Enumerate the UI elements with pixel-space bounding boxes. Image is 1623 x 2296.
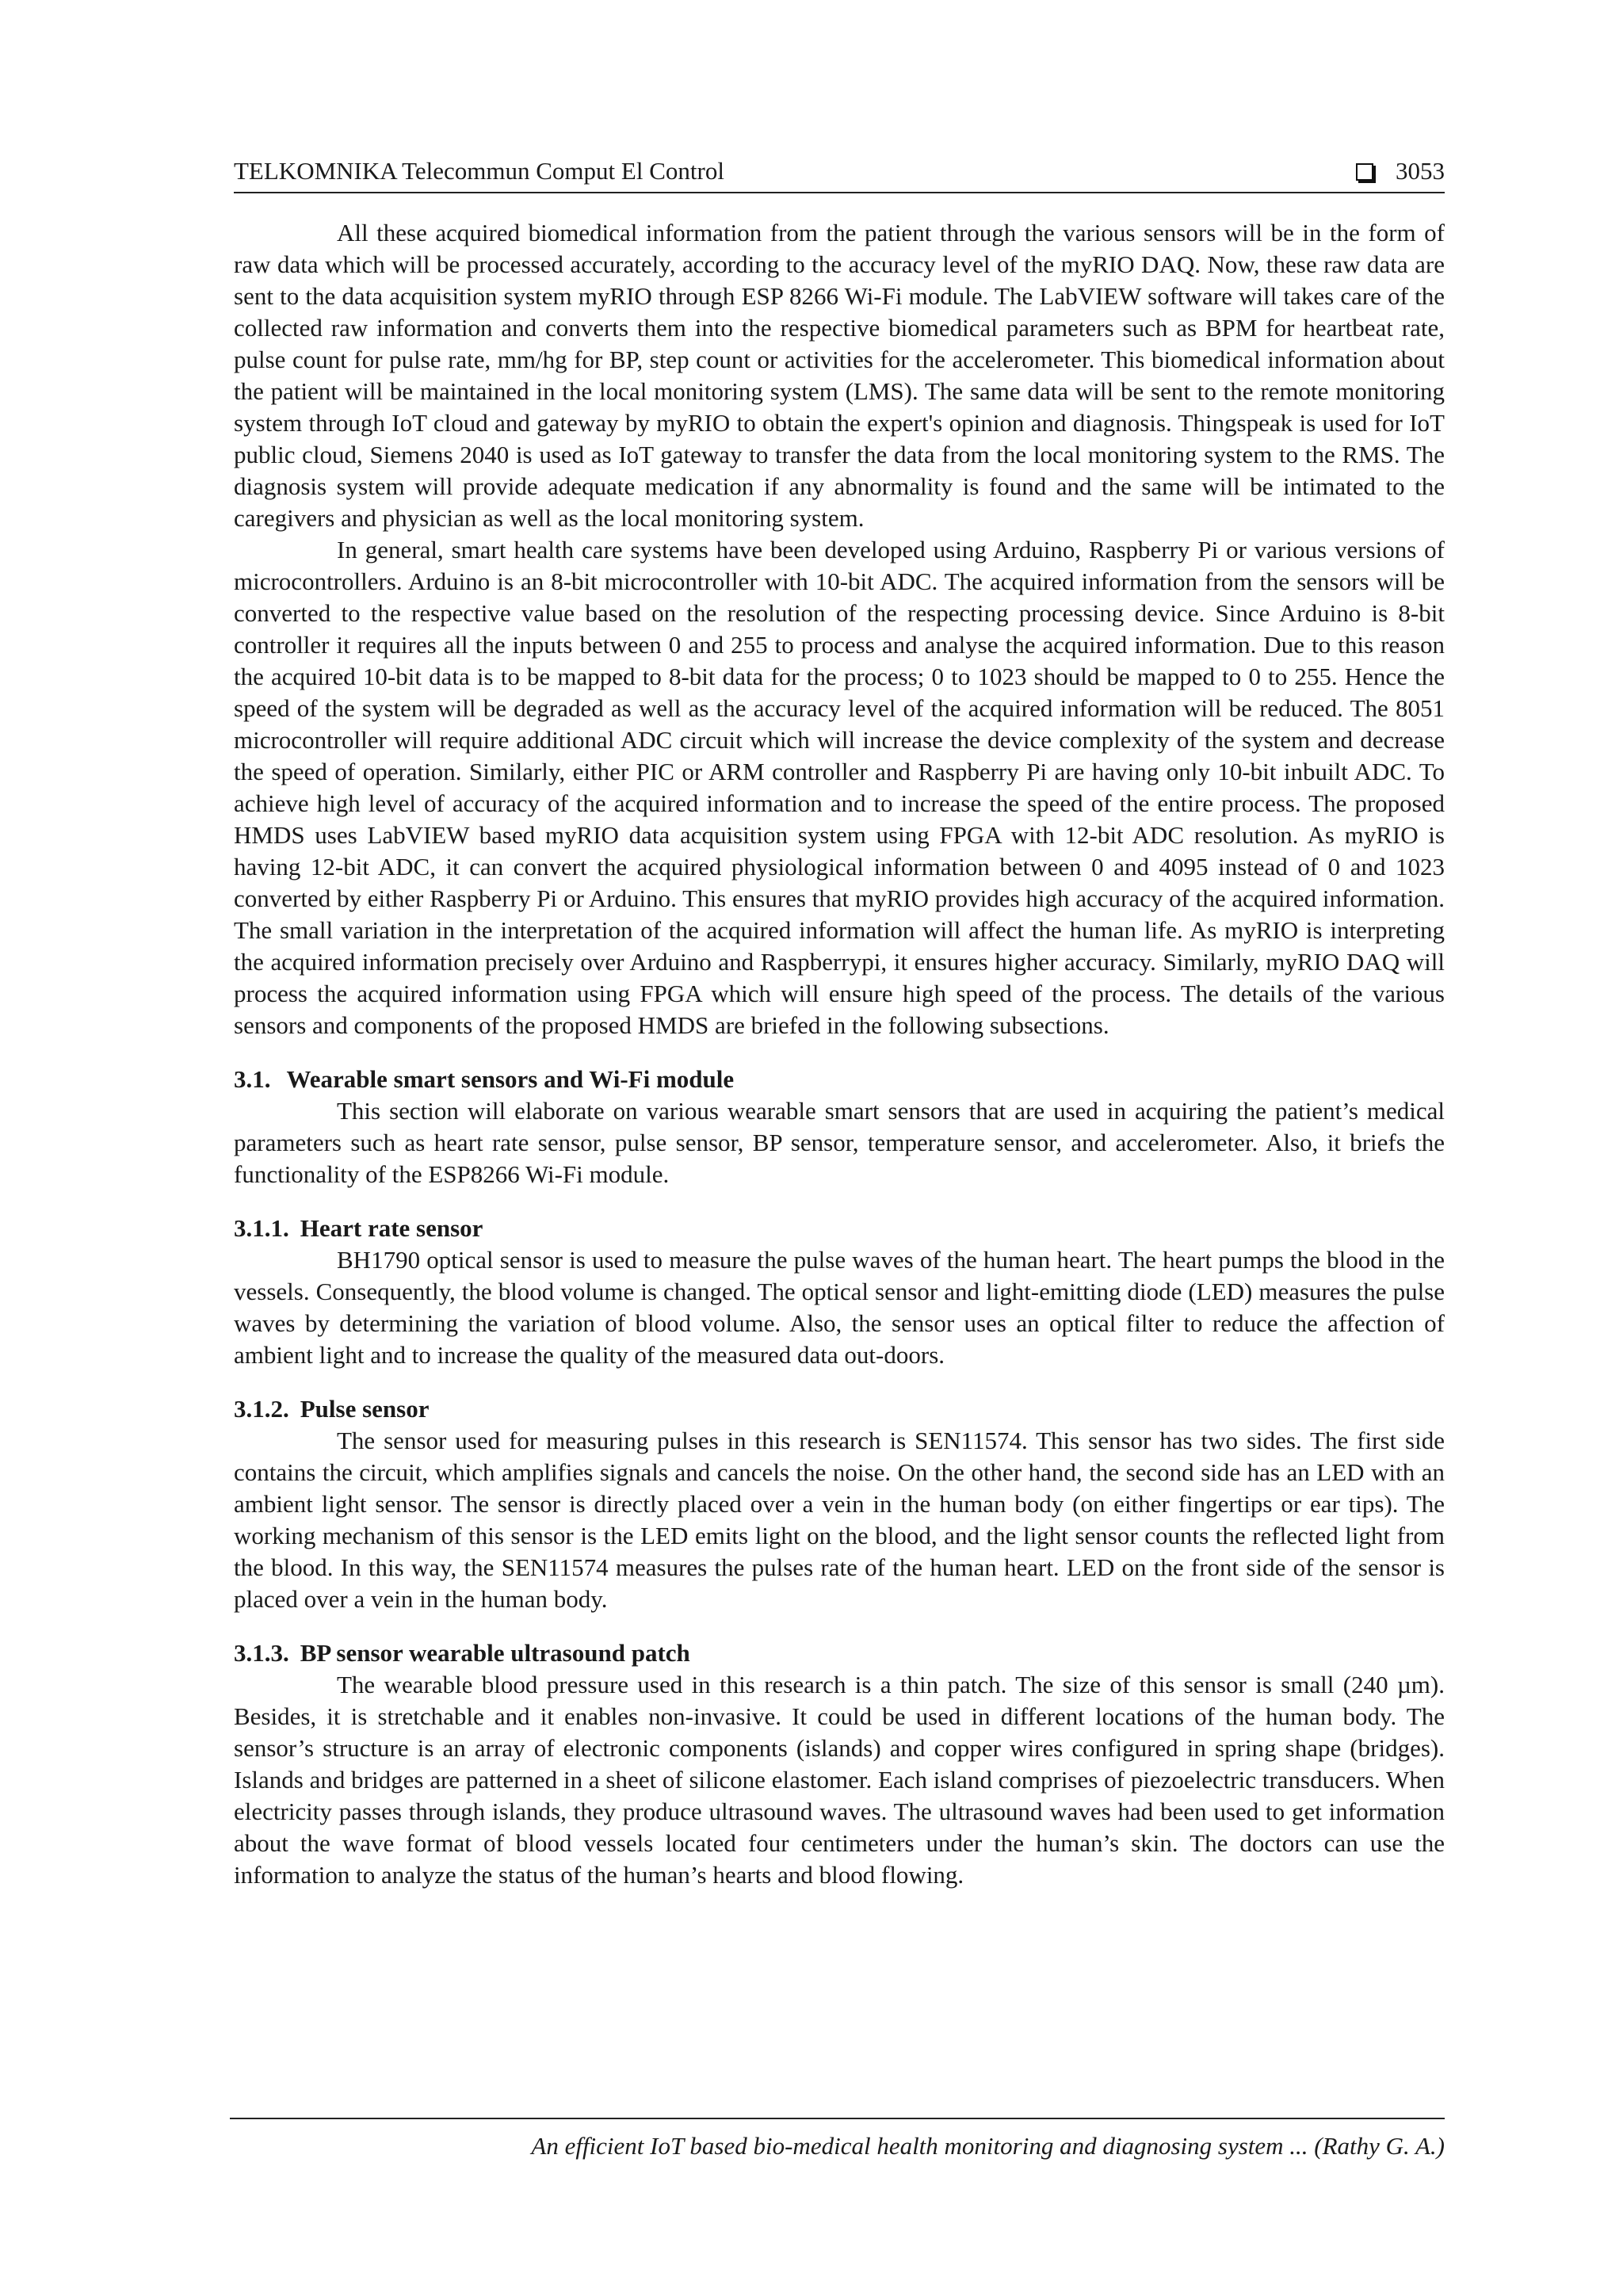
- footer-title: An efficient IoT based bio-medical health monitoring and diagnosing system ... (Rathy G. A.): [531, 2132, 1445, 2160]
- section-heading-3-1-3: [234, 1637, 1445, 1669]
- running-header: [234, 151, 1445, 193]
- square-bullet-icon: [1356, 163, 1373, 181]
- page-number: 3053: [1396, 157, 1445, 185]
- section-number: 3.1.: [234, 1065, 271, 1093]
- journal-name: TELKOMNIKA Telecommun Comput El Control: [234, 157, 724, 185]
- section-3-1-1-text: BH1790 optical sensor is used to measure the pulse waves of the human heart. The heart pumps the blood in the vessels. Consequently, the blood volume is changed. The optical sensor and light-emitting diode (LED) measures the pulse waves by determining the variation of blood volume. Also, the sensor uses an optical filter to reduce the affection of ambient light and to increase the quality of the measured data out-doors.: [234, 1246, 1445, 1369]
- section-title: Heart rate sensor: [300, 1214, 483, 1242]
- section-3-1-3-text: The wearable blood pressure used in this research is a thin patch. The size of this sensor is small (240 µm). Besides, it is stretchable and it enables non-invasive. It could be used in different locations of the human body. The sensor’s structure is an array of electronic components (islands) and copper wires configured in spring shape (bridges). Islands and bridges are patterned in a sheet of silicone elastomer. Each island comprises of piezoelectric transducers. When electricity passes through islands, they produce ultrasound waves. The ultrasound waves had been used to get information about the wave format of blood vessels located four centimeters under the human’s skin. The doctors can use the information to analyze the status of the human’s hearts and blood flowing.: [234, 1671, 1445, 1889]
- paragraph-2: In general, smart health care systems have been developed using Arduino, Raspberry Pi or various versions of microcontrollers. Arduino is an 8-bit microcontroller with 10-bit ADC. The acquired information from the sensors will be converted to the respective value based on the resolution of the respecting processing device. Since Arduino is 8-bit controller it requires all the inputs between 0 and 255 to process and analyse the acquired information. Due to this reason the acquired 10-bit data is to be mapped to 8-bit data for the process; 0 to 1023 should be mapped to 0 to 255. Hence the speed of the system will be degraded as well as the accuracy level of the acquired information will be reduced. The 8051 microcontroller will require additional ADC circuit which will increase the device complexity of the system and decrease the speed of operation. Similarly, either PIC or ARM controller and Raspberry Pi are having only 10-bit inbuilt ADC. To achieve high level of accuracy of the acquired information and to increase the speed of the entire process. The proposed HMDS uses LabVIEW based myRIO data acquisition system using FPGA with 12-bit ADC resolution. As myRIO is having 12-bit ADC, it can convert the acquired physiological information between 0 and 4095 instead of 0 and 1023 converted by either Raspberry Pi or Arduino. This ensures that myRIO provides high accuracy of the acquired information. The small variation in the interpretation of the acquired information will affect the human life. As myRIO is interpreting the acquired information precisely over Arduino and Raspberrypi, it ensures higher accuracy. Similarly, myRIO DAQ will process the acquired information using FPGA which will ensure high speed of the process. The details of the various sensors and components of the proposed HMDS are briefed in the following subsections.: [234, 536, 1445, 1039]
- section-heading-3-1-1: [234, 1213, 1445, 1244]
- section-title: BP sensor wearable ultrasound patch: [300, 1639, 690, 1667]
- running-footer: [230, 2118, 1445, 2162]
- body-text: [234, 217, 1445, 1891]
- section-number: 3.1.2.: [234, 1395, 289, 1423]
- page-number-group: [1356, 151, 1445, 192]
- section-title: Pulse sensor: [300, 1395, 430, 1423]
- section-heading-3-1: [234, 1064, 1445, 1095]
- page: [234, 151, 1445, 1891]
- section-3-1-text: This section will elaborate on various wearable smart sensors that are used in acquiring the patient’s medical parameters such as heart rate sensor, pulse sensor, BP sensor, temperature sensor, and accelerometer. Also, it briefs the functionality of the ESP8266 Wi-Fi module.: [234, 1097, 1445, 1188]
- paragraph-1: All these acquired biomedical information from the patient through the various sensors will be in the form of raw data which will be processed accurately, according to the accuracy level of the myRIO DAQ. Now, these raw data are sent to the data acquisition system myRIO through ESP 8266 Wi-Fi module. The LabVIEW software will takes care of the collected raw information and converts them into the respective biomedical parameters such as BPM for heartbeat rate, pulse count for pulse rate, mm/hg for BP, step count or activities for the accelerometer. This biomedical information about the patient will be maintained in the local monitoring system (LMS). The same data will be sent to the remote monitoring system through IoT cloud and gateway by myRIO to obtain the expert's opinion and diagnosis. Thingspeak is used for IoT public cloud, Siemens 2040 is used as IoT gateway to transfer the data from the local monitoring system to the RMS. The diagnosis system will provide adequate medication if any abnormality is found and the same will be intimated to the caregivers and physician as well as the local monitoring system.: [234, 219, 1445, 532]
- section-number: 3.1.1.: [234, 1214, 289, 1242]
- section-3-1-2-text: The sensor used for measuring pulses in this research is SEN11574. This sensor has two sides. The first side contains the circuit, which amplifies signals and cancels the noise. On the other hand, the second side has an LED with an ambient light sensor. The sensor is directly placed over a vein in the human body (on either fingertips or ear tips). The working mechanism of this sensor is the LED emits light on the blood, and the light sensor counts the reflected light from the blood. In this way, the SEN11574 measures the pulses rate of the human heart. LED on the front side of the sensor is placed over a vein in the human body.: [234, 1427, 1445, 1613]
- section-number: 3.1.3.: [234, 1639, 289, 1667]
- section-heading-3-1-2: [234, 1393, 1445, 1425]
- section-title: Wearable smart sensors and Wi-Fi module: [286, 1065, 735, 1093]
